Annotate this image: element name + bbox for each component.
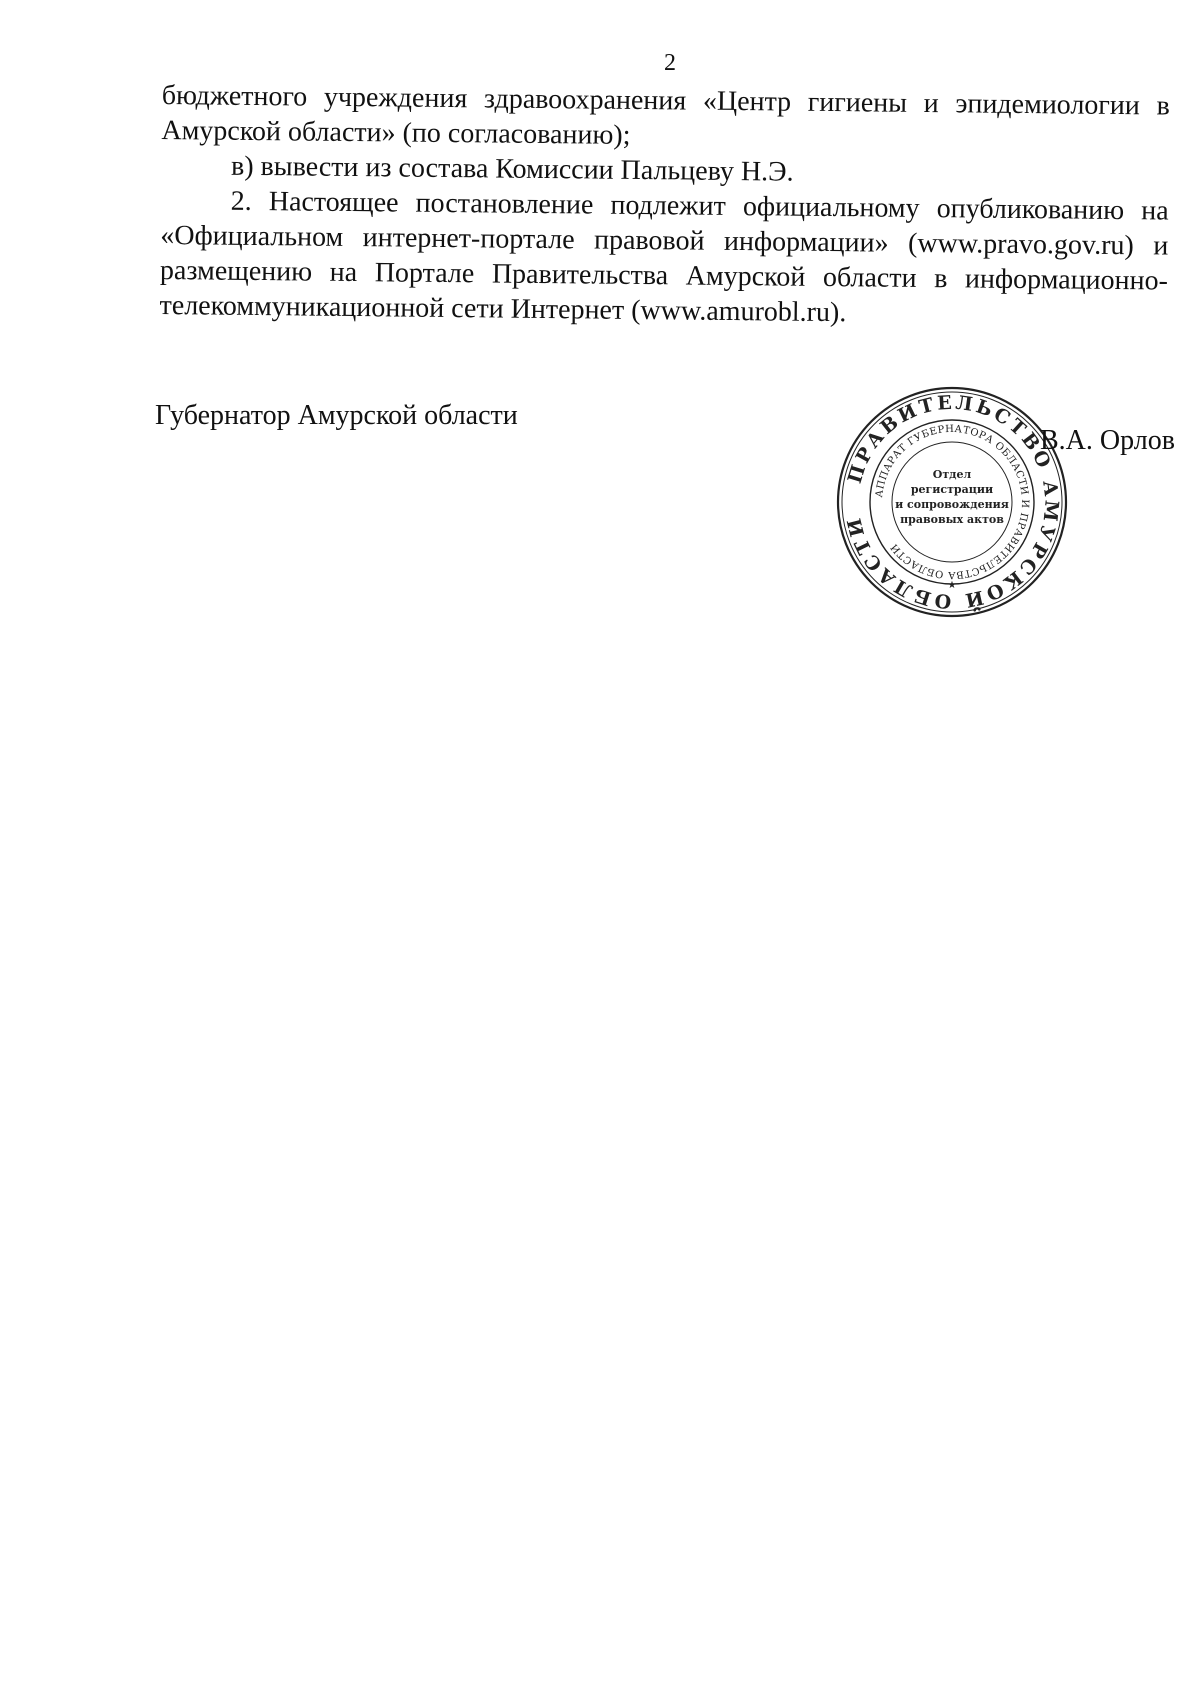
seal-center-line: Отдел bbox=[932, 468, 972, 481]
seal-outer-text: ПРАВИТЕЛЬСТВО АМУРСКОЙ ОБЛАСТИ bbox=[842, 391, 1063, 613]
paragraph-item-v: в) вывести из состава Комиссии Пальцеву Н.Э. bbox=[230, 150, 794, 188]
seal-center-line: и сопровождения bbox=[895, 498, 1009, 511]
svg-text:★: ★ bbox=[947, 580, 957, 591]
signature-name: В.А. Орлов bbox=[1040, 425, 1175, 456]
official-seal bbox=[835, 385, 1069, 619]
seal-center-text bbox=[835, 467, 1069, 527]
paragraph-item-2: 2. Настоящее постановление подлежит официальному опубликованию на «Официальном интернет-портале правовой информации» (www.pravo.gov.ru) и размещению на Портале Правительства Амурской области в информационно-телекоммуникационной сети Интернет (www.amurobl.ru). bbox=[159, 185, 1169, 329]
seal-center-line: регистрации bbox=[910, 483, 994, 496]
signature-title: Губернатор Амурской области bbox=[155, 400, 518, 431]
page-number: 2 bbox=[664, 50, 676, 76]
seal-inner-text: АППАРАТ ГУБЕРНАТОРА ОБЛАСТИ И ПРАВИТЕЛЬСТВА ОБЛАСТИ bbox=[874, 423, 1031, 581]
paragraph-continuation: бюджетного учреждения здравоохранения «Центр гигиены и эпидемиологии в Амурской области» (по согласованию); bbox=[161, 79, 1170, 151]
seal-center-line: правовых актов bbox=[900, 513, 1004, 526]
document-body bbox=[159, 78, 1170, 334]
